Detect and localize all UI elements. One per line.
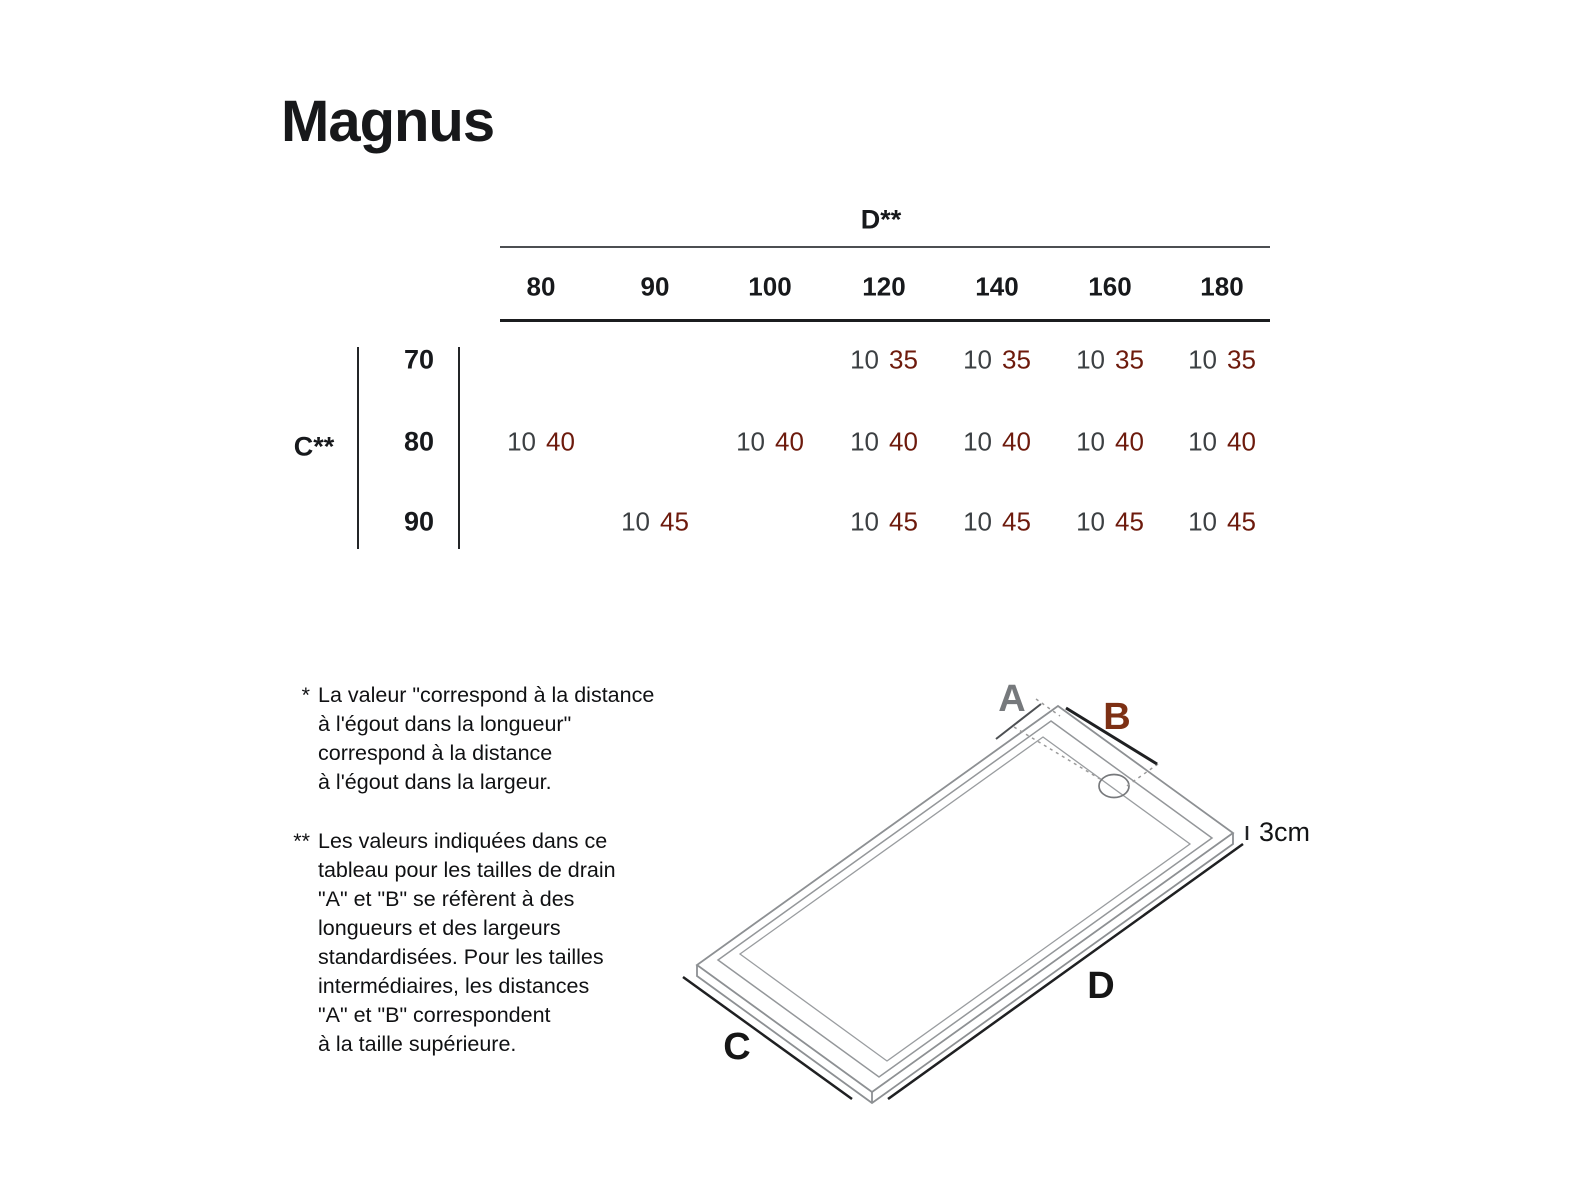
row-header: 80 [403,426,435,457]
drain-a-value: 10 [1188,506,1217,537]
tray-thickness-edge [697,833,1233,1103]
table-cell [850,345,918,376]
column-header: 140 [975,271,1019,302]
table-cell [1188,345,1256,376]
tray-basin-edge [740,737,1190,1061]
row-header: 90 [403,506,435,537]
drain-a-value: 10 [736,426,765,457]
product-title: Magnus [281,89,495,154]
column-header: 80 [526,271,556,302]
drain-b-value: 35 [889,344,918,375]
drain-a-value: 10 [850,344,879,375]
table-cell [850,427,918,458]
drain-b-value: 45 [1115,506,1144,537]
table-cell [507,427,575,458]
table-cell [963,507,1031,538]
row-header-right-rule [458,347,460,549]
footnote-line: à l'égout dans la largeur. [318,770,552,794]
footnote-line: standardisées. Pour les tailles [318,945,604,969]
footnote-line: correspond à la distance [318,741,553,765]
footnote-double-asterisk [284,827,616,1059]
drain-a-value: 10 [963,426,992,457]
drain-extension-line-a [1014,727,1100,779]
table-cell [850,507,918,538]
row-group-label: C** [293,431,335,462]
drain-b-value: 40 [775,426,804,457]
footnote-line: Les valeurs indiquées dans ce [318,829,608,853]
drain-a-value: 10 [1076,506,1105,537]
drain-b-value: 45 [660,506,689,537]
drain-b-value: 45 [1227,506,1256,537]
drain-b-value: 40 [1115,426,1144,457]
column-header: 100 [748,271,792,302]
drain-a-value: 10 [507,426,536,457]
table-header-rule [500,319,1270,322]
table-cell [736,427,804,458]
dimension-label-d: D [1087,965,1115,1007]
footnote-line: longueurs et des largeurs [318,916,561,940]
drain-b-value: 35 [1227,344,1256,375]
column-header: 90 [640,271,670,302]
drain-icon [1099,775,1129,798]
dimension-line-d [888,844,1243,1099]
footnote-line: La valeur "correspond à la distance [318,683,655,707]
drain-b-value: 45 [889,506,918,537]
footnote-marker: * [301,683,310,707]
thickness-label: 3cm [1259,817,1311,847]
drain-a-value: 10 [850,426,879,457]
footnote-single-asterisk [284,681,654,797]
drain-b-value: 40 [889,426,918,457]
drain-a-value: 10 [1188,426,1217,457]
column-header: 180 [1200,271,1244,302]
footnote-line: à la taille supérieure. [318,1032,517,1056]
footnote-marker: ** [293,829,310,853]
drain-b-value: 35 [1002,344,1031,375]
drain-a-value: 10 [1076,426,1105,457]
table-top-rule [500,246,1270,248]
drain-a-value: 10 [621,506,650,537]
table-cell [1076,345,1144,376]
column-header: 160 [1088,271,1132,302]
shower-tray-diagram [640,620,1360,1180]
column-group-label: D** [860,204,902,235]
drain-b-value: 40 [546,426,575,457]
column-header: 120 [862,271,906,302]
drain-extension-line-b [1124,764,1158,788]
footnote-text [318,681,654,797]
drain-b-value: 45 [1002,506,1031,537]
dimension-label-c: C [723,1026,751,1068]
footnote-line: "A" et "B" correspondent [318,1003,551,1027]
footnote-line: à l'égout dans la longueur" [318,712,572,736]
footnote-text [318,827,616,1059]
drain-b-value: 40 [1002,426,1031,457]
table-cell [621,507,689,538]
dimension-label-a: A [998,678,1026,720]
footnote-line: tableau pour les tailles de drain [318,858,616,882]
table-cell [963,427,1031,458]
footnote-line: intermédiaires, les distances [318,974,590,998]
table-cell [1188,427,1256,458]
row-header-left-rule [357,347,359,549]
footnote-line: "A" et "B" se réfèrent à des [318,887,575,911]
drain-a-value: 10 [1188,344,1217,375]
tray-inner-rim [718,721,1212,1077]
dimension-label-b: B [1103,696,1131,738]
table-cell [963,345,1031,376]
table-cell [1188,507,1256,538]
drain-a-value: 10 [850,506,879,537]
drain-a-value: 10 [963,506,992,537]
drain-a-value: 10 [963,344,992,375]
row-header: 70 [403,344,435,375]
table-cell [1076,427,1144,458]
drain-b-value: 35 [1115,344,1144,375]
drain-b-value: 40 [1227,426,1256,457]
table-cell [1076,507,1144,538]
drain-a-value: 10 [1076,344,1105,375]
